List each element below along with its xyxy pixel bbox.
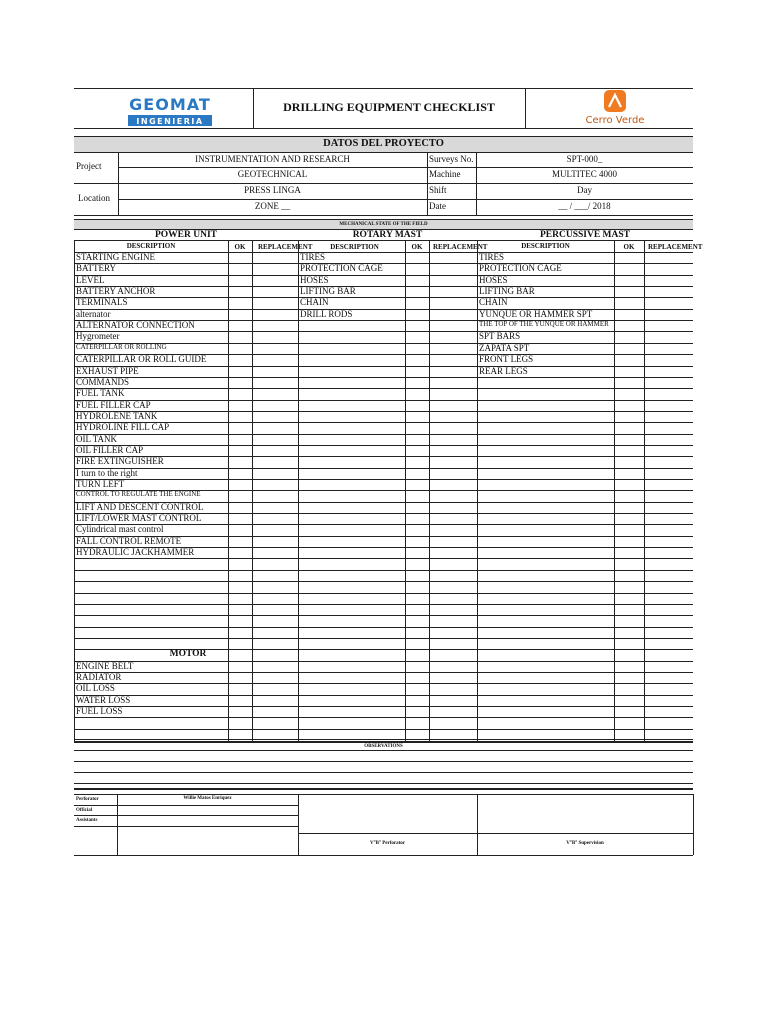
- perforator-label: Perforator: [76, 797, 99, 802]
- grid-row-line: [74, 570, 693, 571]
- percussive-mast-item: FRONT LEGS: [479, 354, 534, 364]
- grid-row-line: [74, 672, 693, 673]
- power-unit-item: FALL CONTROL REMOTE: [76, 536, 182, 546]
- grid-row-line: [74, 331, 693, 332]
- percussive-mast-item: ZAPATA SPT: [479, 343, 530, 353]
- percussive-mast-item: SPT BARS: [479, 331, 521, 341]
- percussive-mast-title: PERCUSSIVE MAST: [539, 230, 630, 240]
- page-title: DRILLING EQUIPMENT CHECKLIST: [283, 100, 495, 114]
- grid-row-line: [74, 638, 693, 639]
- percussive-mast-item: CHAIN: [479, 297, 508, 307]
- grid-row-line: [74, 615, 693, 616]
- power-unit-item: ALTERNATOR CONNECTION: [76, 320, 195, 330]
- grid-row-line: [74, 683, 693, 684]
- power-col-replacement: REPLACEMENT: [258, 243, 313, 251]
- power-unit-item: LIFT/LOWER MAST CONTROL: [76, 513, 202, 523]
- power-unit-item: TURN LEFT: [76, 479, 125, 489]
- percussive-mast-item: LIFTING BAR: [479, 286, 535, 296]
- grid-row-line: [74, 286, 693, 287]
- power-unit-item: HYDROLENE TANK: [76, 411, 158, 421]
- cerro-verde-logo: [580, 90, 650, 126]
- location-value-line1: PRESS LINGA: [244, 185, 301, 195]
- power-unit-item: EXHAUST PIPE: [76, 366, 139, 376]
- grid-row-line: [74, 388, 693, 389]
- power-unit-title: POWER UNIT: [154, 230, 218, 240]
- geomat-logo: [128, 95, 212, 127]
- grid-column-line: [429, 240, 430, 741]
- rotary-col-ok: OK: [411, 243, 423, 251]
- motor-item: ENGINE BELT: [76, 661, 134, 671]
- shift-value: Day: [577, 185, 592, 195]
- rotary-mast-item: TIRES: [300, 252, 326, 262]
- grid-column-line: [644, 240, 645, 741]
- grid-row-line: [74, 695, 693, 696]
- grid-row-line: [74, 309, 693, 310]
- percussive-mast-item: THE TOP OF THE YUNQUE OR HAMMER: [479, 320, 609, 328]
- grid-row-line: [74, 377, 693, 378]
- grid-left-edge: [74, 240, 75, 741]
- percussive-mast-item: TIRES: [479, 252, 505, 262]
- power-unit-item: FUEL FILLER CAP: [76, 400, 151, 410]
- cerro-verde-logo-text: Cerro Verde: [585, 115, 645, 126]
- grid-row-line: [74, 456, 693, 457]
- percussive-mast-item: REAR LEGS: [479, 366, 528, 376]
- rotary-mast-item: LIFTING BAR: [300, 286, 356, 296]
- power-col-ok: OK: [234, 243, 246, 251]
- grid-row-line: [74, 706, 693, 707]
- grid-row-line: [74, 524, 693, 525]
- power-unit-item: OIL TANK: [76, 434, 118, 444]
- grid-row-line: [74, 366, 693, 367]
- grid-header-top-line: [74, 240, 693, 241]
- grid-column-line: [405, 240, 406, 741]
- power-unit-item: CATERPILLAR OR ROLL GUIDE: [76, 354, 207, 364]
- power-unit-item: BATTERY ANCHOR: [76, 286, 156, 296]
- official-label: Official: [76, 808, 93, 813]
- percussive-col-description: DESCRIPTION: [521, 242, 570, 250]
- date-label: Date: [429, 201, 446, 211]
- power-unit-item: STARTING ENGINE: [76, 252, 155, 262]
- surveys-value: SPT-000_: [566, 154, 603, 164]
- grid-row-line: [74, 593, 693, 594]
- grid-row-line: [74, 411, 693, 412]
- grid-row-line: [74, 581, 693, 582]
- power-unit-item: COMMANDS: [76, 377, 130, 387]
- location-value-line2: ZONE __: [254, 201, 291, 211]
- grid-row-line: [74, 445, 693, 446]
- grid-row-line: [74, 661, 693, 662]
- grid-bottom-line: [74, 739, 693, 740]
- grid-column-line: [252, 240, 253, 741]
- grid-row-line: [74, 479, 693, 480]
- power-unit-item: FIRE EXTINGUISHER: [76, 456, 164, 466]
- grid-row-line: [74, 468, 693, 469]
- grid-row-line: [74, 604, 693, 605]
- grid-column-line: [614, 240, 615, 741]
- date-value: __ / ___/ 2018: [558, 201, 611, 211]
- power-unit-item: BATTERY: [76, 263, 117, 273]
- grid-column-line: [228, 240, 229, 741]
- power-unit-item: OIL FILLER CAP: [76, 445, 144, 455]
- project-value-line2: GEOTECHNICAL: [237, 169, 308, 179]
- grid-column-line: [477, 240, 478, 741]
- power-unit-item: I turn to the right: [76, 468, 138, 478]
- machine-label: Machine: [429, 169, 461, 179]
- grid-row-line: [74, 263, 693, 264]
- motor-item: RADIATOR: [76, 672, 122, 682]
- assistants-label: Assistants: [76, 818, 98, 823]
- power-unit-item: CATERPILLAR OR ROLLING: [76, 343, 167, 351]
- percussive-col-replacement: REPLACEMENT: [648, 243, 703, 251]
- grid-row-line: [74, 434, 693, 435]
- power-unit-item: CONTROL TO REGULATE THE ENGINE: [76, 490, 201, 498]
- power-unit-item: Cylindrical mast control: [76, 524, 164, 534]
- power-unit-item: alternator: [76, 309, 111, 319]
- motor-item: WATER LOSS: [76, 695, 131, 705]
- rotary-mast-title: ROTARY MAST: [352, 230, 423, 240]
- grid-row-line: [74, 729, 693, 730]
- shift-label: Shift: [429, 185, 447, 195]
- power-unit-item: HYDROLINE FILL CAP: [76, 422, 170, 432]
- power-col-description: DESCRIPTION: [126, 242, 176, 250]
- project-label: Project: [76, 161, 102, 171]
- grid-column-line: [298, 240, 299, 741]
- motor-item: FUEL LOSS: [76, 706, 123, 716]
- grid-row-line: [74, 252, 693, 253]
- surveys-label: Surveys No.: [429, 154, 474, 164]
- power-unit-item: HYDRAULIC JACKHAMMER: [76, 547, 195, 557]
- rotary-col-description: DESCRIPTION: [330, 243, 379, 251]
- grid-row-line: [74, 343, 693, 344]
- rotary-mast-item: CHAIN: [300, 297, 329, 307]
- rotary-mast-item: DRILL RODS: [300, 309, 353, 319]
- grid-row-line: [74, 558, 693, 559]
- grid-row-line: [74, 400, 693, 401]
- observations-title: OBSERVATIONS: [364, 744, 403, 749]
- mechanical-band-title: MECHANICAL STATE OF THE FIELD: [339, 222, 428, 227]
- project-section-title: DATOS DEL PROYECTO: [323, 138, 444, 149]
- power-unit-item: Hygrometer: [76, 331, 120, 341]
- grid-row-line: [74, 297, 693, 298]
- geomat-logo-sub: INGENIERIA: [136, 117, 204, 126]
- power-unit-item: LEVEL: [76, 275, 105, 285]
- percussive-mast-item: YUNQUE OR HAMMER SPT: [479, 309, 593, 319]
- power-unit-item: FUEL TANK: [76, 388, 125, 398]
- percussive-mast-item: PROTECTION CAGE: [479, 263, 562, 273]
- perforator-name: Willie Matos Enriquez: [183, 796, 232, 801]
- machine-value: MULTITEC 4000: [552, 169, 617, 179]
- power-unit-item: TERMINALS: [76, 297, 128, 307]
- motor-item: OIL LOSS: [76, 683, 115, 693]
- rotary-mast-item: PROTECTION CAGE: [300, 263, 383, 273]
- grid-row-line: [74, 717, 693, 718]
- location-label: Location: [78, 193, 110, 203]
- project-value-line1: INSTRUMENTATION AND RESEARCH: [195, 154, 350, 164]
- grid-row-line: [74, 627, 693, 628]
- percussive-mast-item: HOSES: [479, 275, 508, 285]
- percussive-col-ok: OK: [623, 243, 635, 251]
- geomat-logo-text: GEOMAT: [129, 95, 211, 114]
- grid-row-line: [74, 275, 693, 276]
- vb-perforator: V°B° Perforator: [370, 841, 405, 846]
- vb-supervision: V°B° Supervision: [566, 841, 604, 846]
- power-unit-item: LIFT AND DESCENT CONTROL: [76, 502, 204, 512]
- rotary-col-replacement: REPLACEMENT: [433, 243, 488, 251]
- motor-title: MOTOR: [169, 649, 207, 659]
- rotary-mast-item: HOSES: [300, 275, 329, 285]
